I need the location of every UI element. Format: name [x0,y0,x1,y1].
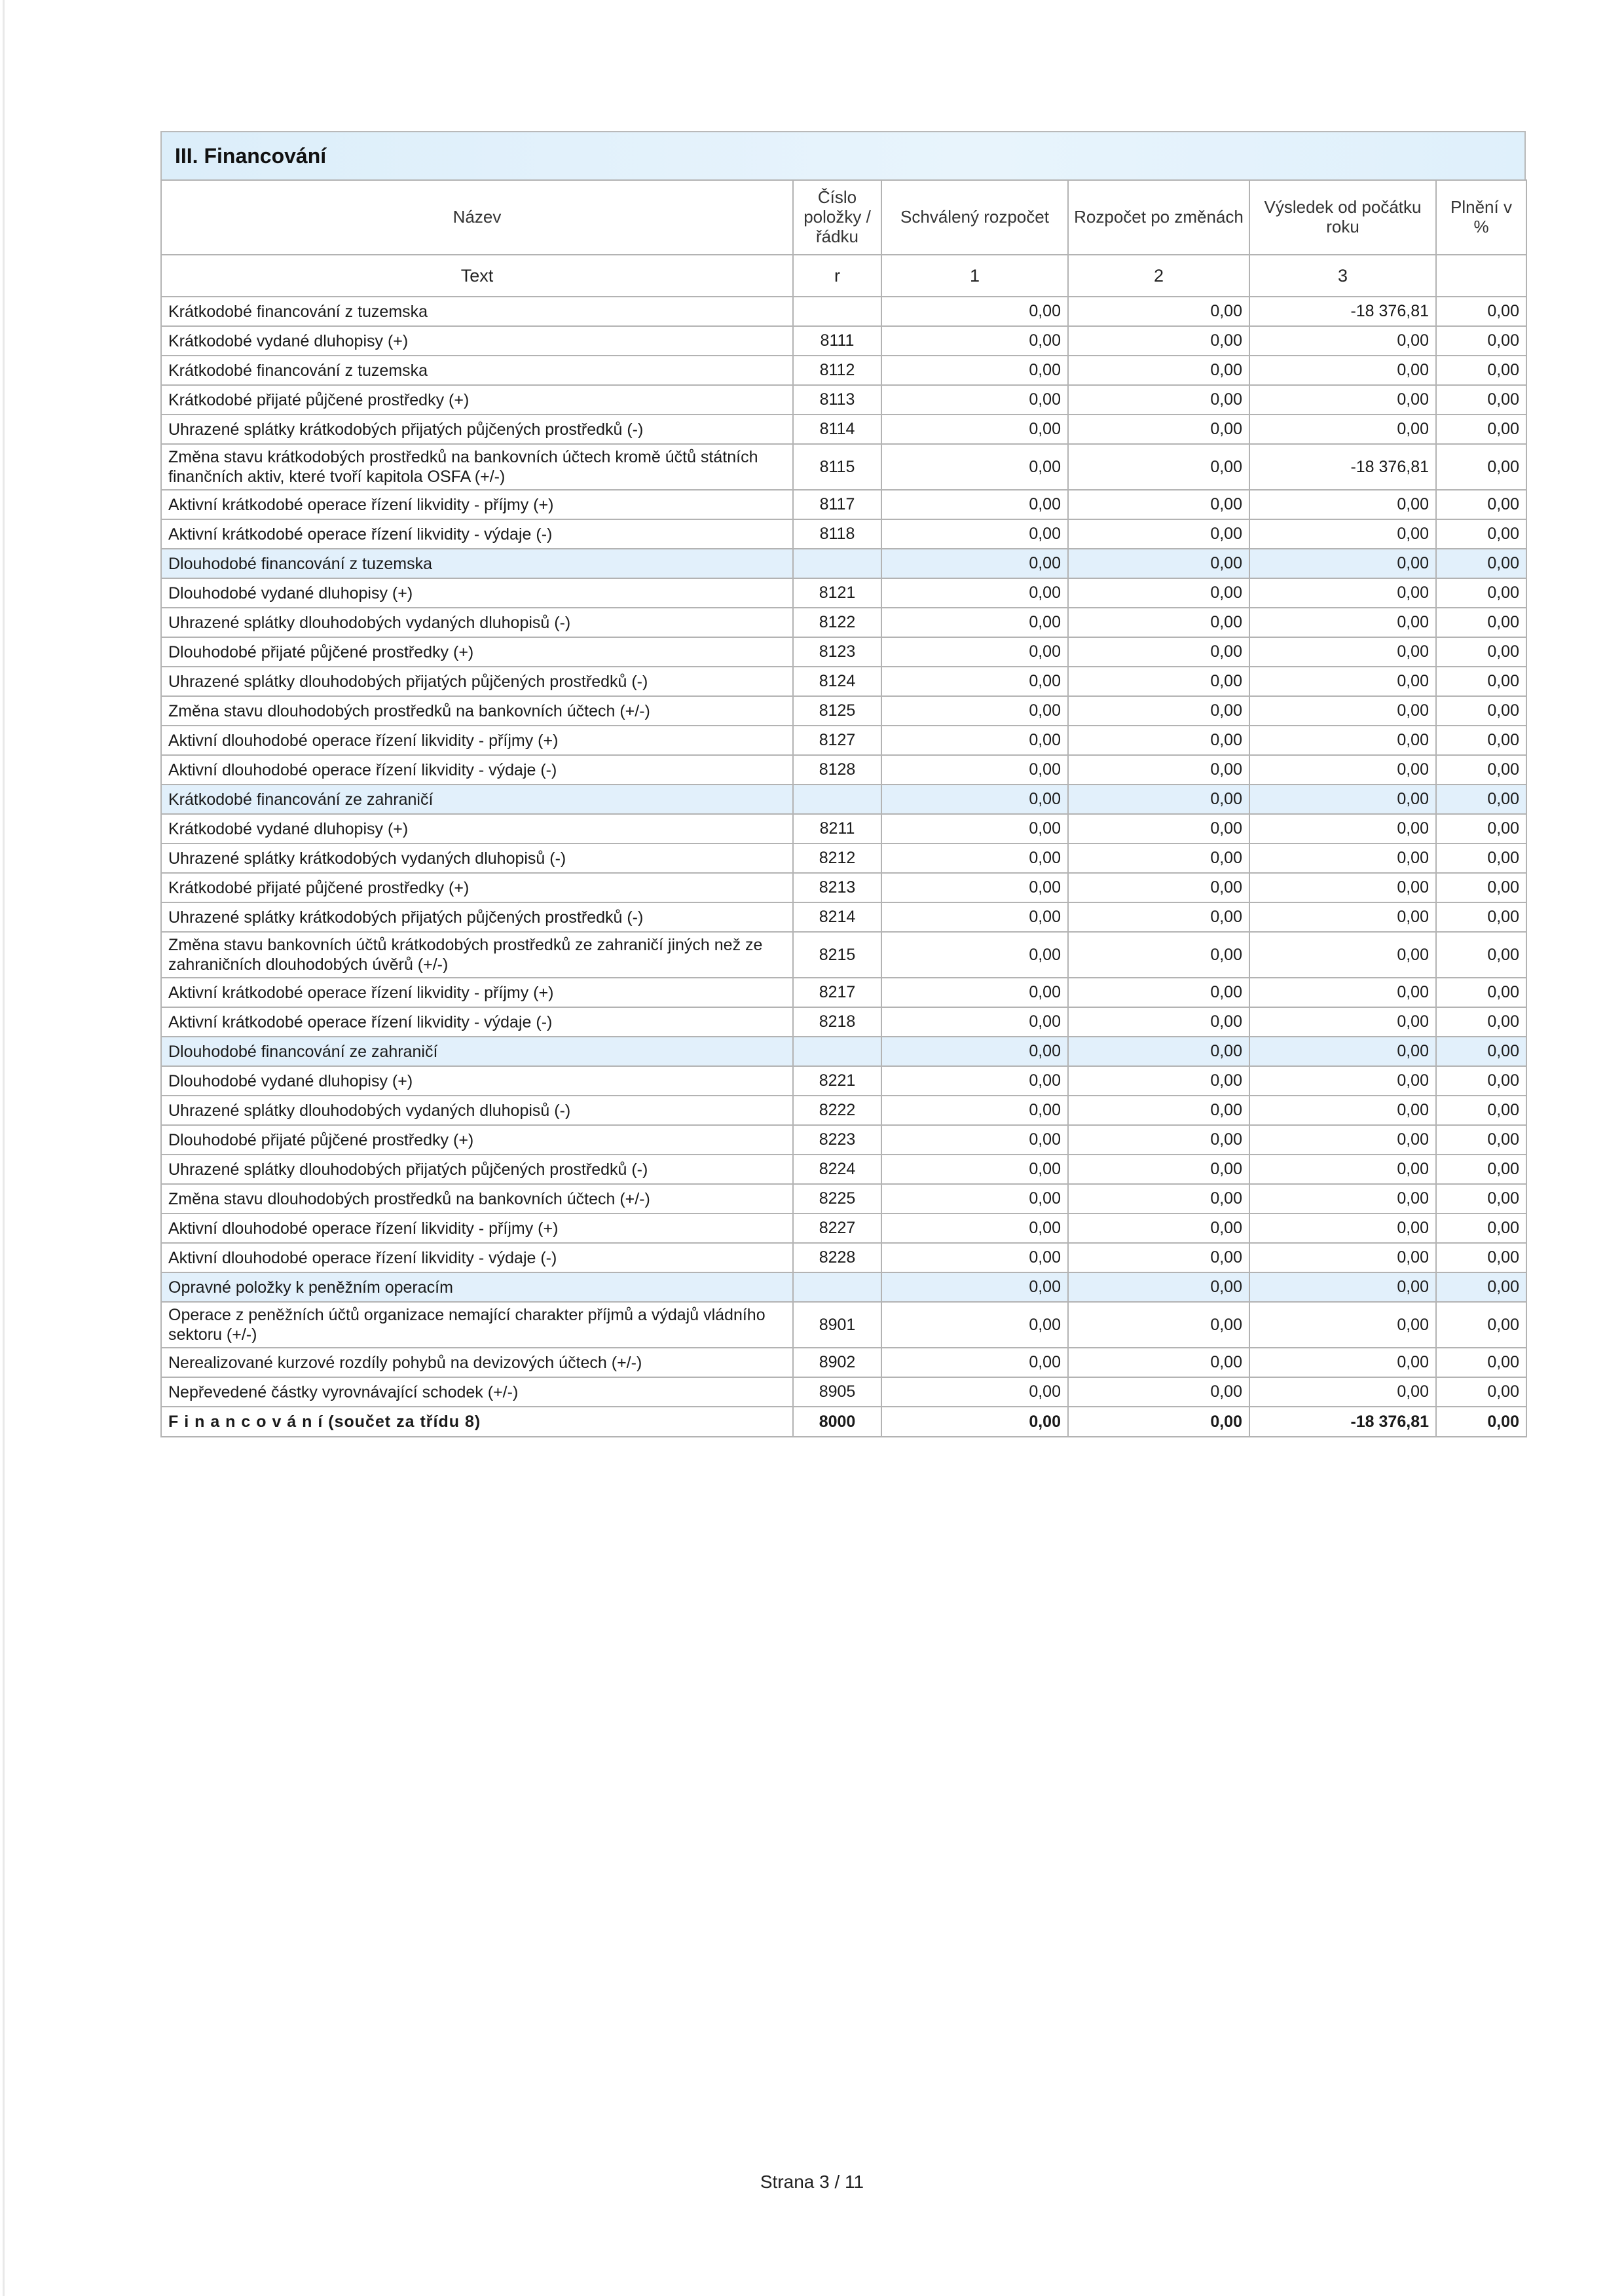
cell-approved: 0,00 [881,608,1068,637]
cell-fulfilment: 0,00 [1436,873,1526,902]
cell-result: 0,00 [1249,814,1436,843]
cell-name: Aktivní dlouhodobé operace řízení likvidity - výdaje (-) [161,1243,793,1272]
cell-approved: 0,00 [881,444,1068,490]
cell-approved: 0,00 [881,1272,1068,1302]
cell-adjusted: 0,00 [1068,356,1249,385]
table-row [161,444,1526,490]
cell-code: 8114 [793,415,881,444]
cell-approved: 0,00 [881,1302,1068,1348]
cell-fulfilment: 0,00 [1436,843,1526,873]
cell-name: Změna stavu dlouhodobých prostředků na bankovních účtech (+/-) [161,696,793,726]
cell-name: Dlouhodobé přijaté půjčené prostředky (+) [161,637,793,667]
cell-code: 8123 [793,637,881,667]
group-row [161,549,1526,578]
cell-name: Změna stavu krátkodobých prostředků na bankovních účtech kromě účtů státních finančních aktiv, které tvoří kapitola OSFA (+/-) [161,444,793,490]
cell-result: 0,00 [1249,1155,1436,1184]
cell-approved: 0,00 [881,1007,1068,1037]
header-adjusted-budget: Rozpočet po změnách [1068,180,1249,255]
cell-adjusted: 0,00 [1068,667,1249,696]
cell-result: 0,00 [1249,932,1436,978]
cell-name: Aktivní dlouhodobé operace řízení likvidity - příjmy (+) [161,726,793,755]
cell-code: 8128 [793,755,881,785]
cell-adjusted: 0,00 [1068,297,1249,326]
cell-approved: 0,00 [881,696,1068,726]
cell-fulfilment: 0,00 [1436,1302,1526,1348]
cell-approved: 0,00 [881,1243,1068,1272]
cell-name: F i n a n c o v á n í (součet za třídu 8) [161,1407,793,1437]
cell-approved: 0,00 [881,356,1068,385]
cell-fulfilment: 0,00 [1436,1037,1526,1066]
cell-result: 0,00 [1249,1348,1436,1377]
cell-approved: 0,00 [881,814,1068,843]
cell-code: 8117 [793,490,881,519]
financing-table [160,179,1527,1437]
cell-name: Dlouhodobé vydané dluhopisy (+) [161,578,793,608]
cell-adjusted: 0,00 [1068,1066,1249,1096]
cell-result: 0,00 [1249,667,1436,696]
cell-code: 8214 [793,902,881,932]
cell-approved: 0,00 [881,1125,1068,1155]
cell-name: Dlouhodobé financování ze zahraničí [161,1037,793,1066]
cell-code: 8905 [793,1377,881,1407]
cell-code: 8222 [793,1096,881,1125]
cell-code: 8217 [793,978,881,1007]
header-name: Název [161,180,793,255]
cell-code: 8000 [793,1407,881,1437]
table-row [161,755,1526,785]
cell-code [793,1037,881,1066]
cell-adjusted: 0,00 [1068,1213,1249,1243]
table-row [161,1243,1526,1272]
cell-result: -18 376,81 [1249,444,1436,490]
cell-approved: 0,00 [881,1407,1068,1437]
cell-approved: 0,00 [881,1184,1068,1213]
cell-fulfilment: 0,00 [1436,549,1526,578]
cell-fulfilment: 0,00 [1436,1184,1526,1213]
cell-code [793,549,881,578]
cell-fulfilment: 0,00 [1436,326,1526,356]
cell-approved: 0,00 [881,726,1068,755]
cell-code: 8215 [793,932,881,978]
cell-name: Uhrazené splátky krátkodobých přijatých půjčených prostředků (-) [161,415,793,444]
cell-adjusted: 0,00 [1068,385,1249,415]
cell-fulfilment: 0,00 [1436,519,1526,549]
table-row [161,1066,1526,1096]
table-row [161,1125,1526,1155]
cell-name: Nepřevedené částky vyrovnávající schodek (+/-) [161,1377,793,1407]
cell-result: 0,00 [1249,978,1436,1007]
cell-adjusted: 0,00 [1068,1125,1249,1155]
cell-approved: 0,00 [881,1037,1068,1066]
table-row [161,356,1526,385]
cell-fulfilment: 0,00 [1436,444,1526,490]
cell-code: 8122 [793,608,881,637]
cell-approved: 0,00 [881,490,1068,519]
table-row [161,490,1526,519]
cell-name: Aktivní krátkodobé operace řízení likvidity - příjmy (+) [161,978,793,1007]
cell-name: Krátkodobé vydané dluhopisy (+) [161,326,793,356]
cell-result: 0,00 [1249,1184,1436,1213]
cell-name: Krátkodobé vydané dluhopisy (+) [161,814,793,843]
cell-result: 0,00 [1249,608,1436,637]
table-row [161,1096,1526,1125]
cell-approved: 0,00 [881,978,1068,1007]
cell-code: 8225 [793,1184,881,1213]
cell-name: Změna stavu bankovních účtů krátkodobých prostředků ze zahraničí jiných než ze zahraničních dlouhodobých úvěrů (+/-) [161,932,793,978]
table-row [161,873,1526,902]
cell-fulfilment: 0,00 [1436,1125,1526,1155]
header-approved-budget: Schválený rozpočet [881,180,1068,255]
cell-fulfilment: 0,00 [1436,696,1526,726]
cell-result: 0,00 [1249,415,1436,444]
cell-code: 8211 [793,814,881,843]
cell-code: 8113 [793,385,881,415]
cell-code: 8124 [793,667,881,696]
cell-code: 8224 [793,1155,881,1184]
cell-result: 0,00 [1249,1007,1436,1037]
cell-approved: 0,00 [881,843,1068,873]
cell-name: Uhrazené splátky dlouhodobých vydaných dluhopisů (-) [161,608,793,637]
cell-name: Nerealizované kurzové rozdíly pohybů na devizových účtech (+/-) [161,1348,793,1377]
cell-name: Dlouhodobé financování z tuzemska [161,549,793,578]
cell-code: 8227 [793,1213,881,1243]
cell-approved: 0,00 [881,1348,1068,1377]
cell-adjusted: 0,00 [1068,1272,1249,1302]
cell-approved: 0,00 [881,549,1068,578]
table-row [161,297,1526,326]
cell-result: 0,00 [1249,1066,1436,1096]
cell-fulfilment: 0,00 [1436,490,1526,519]
cell-result: 0,00 [1249,637,1436,667]
cell-name: Změna stavu dlouhodobých prostředků na bankovních účtech (+/-) [161,1184,793,1213]
cell-adjusted: 0,00 [1068,415,1249,444]
cell-fulfilment: 0,00 [1436,902,1526,932]
table-row [161,1007,1526,1037]
cell-approved: 0,00 [881,902,1068,932]
header-result: Výsledek od počátku roku [1249,180,1436,255]
table-row [161,578,1526,608]
cell-result: 0,00 [1249,696,1436,726]
cell-adjusted: 0,00 [1068,726,1249,755]
cell-approved: 0,00 [881,297,1068,326]
cell-code: 8218 [793,1007,881,1037]
cell-approved: 0,00 [881,578,1068,608]
cell-adjusted: 0,00 [1068,444,1249,490]
cell-adjusted: 0,00 [1068,1348,1249,1377]
cell-result: 0,00 [1249,490,1436,519]
cell-fulfilment: 0,00 [1436,932,1526,978]
cell-code: 8902 [793,1348,881,1377]
cell-result: 0,00 [1249,549,1436,578]
cell-name: Uhrazené splátky dlouhodobých vydaných dluhopisů (-) [161,1096,793,1125]
cell-result: 0,00 [1249,1125,1436,1155]
cell-name: Uhrazené splátky dlouhodobých přijatých půjčených prostředků (-) [161,1155,793,1184]
cell-result: -18 376,81 [1249,297,1436,326]
page-number: Strana 3 / 11 [760,2172,864,2192]
cell-adjusted: 0,00 [1068,1184,1249,1213]
cell-result: 0,00 [1249,1377,1436,1407]
cell-code: 8112 [793,356,881,385]
cell-code: 8212 [793,843,881,873]
cell-name: Aktivní krátkodobé operace řízení likvidity - příjmy (+) [161,490,793,519]
cell-name: Aktivní krátkodobé operace řízení likvidity - výdaje (-) [161,1007,793,1037]
cell-fulfilment: 0,00 [1436,385,1526,415]
cell-approved: 0,00 [881,519,1068,549]
table-row [161,1377,1526,1407]
cell-result: 0,00 [1249,1302,1436,1348]
page-edge-line [3,0,5,2296]
financing-table-body [161,180,1526,1437]
group-row [161,785,1526,814]
cell-fulfilment: 0,00 [1436,667,1526,696]
cell-adjusted: 0,00 [1068,1302,1249,1348]
cell-result: 0,00 [1249,873,1436,902]
cell-fulfilment: 0,00 [1436,1007,1526,1037]
cell-code: 8223 [793,1125,881,1155]
cell-adjusted: 0,00 [1068,978,1249,1007]
section-title: III. Financování [160,131,1526,179]
cell-code: 8125 [793,696,881,726]
index-code: r [793,255,881,297]
cell-result: 0,00 [1249,1243,1436,1272]
cell-result: 0,00 [1249,519,1436,549]
table-row [161,1302,1526,1348]
table-row [161,1184,1526,1213]
cell-code: 8115 [793,444,881,490]
cell-name: Dlouhodobé přijaté půjčené prostředky (+) [161,1125,793,1155]
cell-code: 8118 [793,519,881,549]
table-row [161,519,1526,549]
cell-name: Krátkodobé financování ze zahraničí [161,785,793,814]
table-row [161,326,1526,356]
cell-approved: 0,00 [881,785,1068,814]
cell-name: Krátkodobé přijaté půjčené prostředky (+) [161,873,793,902]
cell-adjusted: 0,00 [1068,1377,1249,1407]
cell-result: 0,00 [1249,578,1436,608]
cell-fulfilment: 0,00 [1436,978,1526,1007]
cell-fulfilment: 0,00 [1436,1096,1526,1125]
cell-approved: 0,00 [881,1155,1068,1184]
cell-name: Uhrazené splátky krátkodobých přijatých půjčených prostředků (-) [161,902,793,932]
cell-adjusted: 0,00 [1068,1407,1249,1437]
cell-approved: 0,00 [881,1377,1068,1407]
cell-approved: 0,00 [881,415,1068,444]
cell-result: 0,00 [1249,1037,1436,1066]
cell-result: 0,00 [1249,843,1436,873]
header-code: Číslo položky / řádku [793,180,881,255]
cell-adjusted: 0,00 [1068,902,1249,932]
cell-approved: 0,00 [881,873,1068,902]
index-result: 3 [1249,255,1436,297]
cell-result: 0,00 [1249,755,1436,785]
cell-code: 8213 [793,873,881,902]
cell-fulfilment: 0,00 [1436,1272,1526,1302]
cell-code: 8228 [793,1243,881,1272]
cell-fulfilment: 0,00 [1436,637,1526,667]
cell-adjusted: 0,00 [1068,608,1249,637]
cell-fulfilment: 0,00 [1436,608,1526,637]
table-row [161,726,1526,755]
cell-adjusted: 0,00 [1068,1007,1249,1037]
cell-fulfilment: 0,00 [1436,1407,1526,1437]
cell-adjusted: 0,00 [1068,843,1249,873]
cell-result: 0,00 [1249,726,1436,755]
cell-name: Operace z peněžních účtů organizace nemající charakter příjmů a výdajů vládního sektoru (+/-) [161,1302,793,1348]
cell-name: Uhrazené splátky krátkodobých vydaných dluhopisů (-) [161,843,793,873]
cell-adjusted: 0,00 [1068,1155,1249,1184]
table-row [161,814,1526,843]
cell-code: 8127 [793,726,881,755]
index-fulfilment [1436,255,1526,297]
cell-adjusted: 0,00 [1068,490,1249,519]
cell-adjusted: 0,00 [1068,549,1249,578]
table-row [161,637,1526,667]
cell-adjusted: 0,00 [1068,1037,1249,1066]
cell-name: Krátkodobé přijaté půjčené prostředky (+) [161,385,793,415]
cell-adjusted: 0,00 [1068,1096,1249,1125]
cell-approved: 0,00 [881,755,1068,785]
cell-fulfilment: 0,00 [1436,578,1526,608]
cell-result: 0,00 [1249,326,1436,356]
table-row [161,696,1526,726]
cell-name: Aktivní dlouhodobé operace řízení likvidity - příjmy (+) [161,1213,793,1243]
cell-fulfilment: 0,00 [1436,297,1526,326]
cell-adjusted: 0,00 [1068,578,1249,608]
table-row [161,667,1526,696]
cell-approved: 0,00 [881,385,1068,415]
cell-adjusted: 0,00 [1068,873,1249,902]
table-row [161,978,1526,1007]
cell-result: 0,00 [1249,1272,1436,1302]
cell-fulfilment: 0,00 [1436,814,1526,843]
cell-fulfilment: 0,00 [1436,1243,1526,1272]
cell-name: Aktivní dlouhodobé operace řízení likvidity - výdaje (-) [161,755,793,785]
cell-name: Krátkodobé financování z tuzemska [161,356,793,385]
group-row [161,1272,1526,1302]
column-index-row [161,255,1526,297]
cell-code: 8111 [793,326,881,356]
cell-fulfilment: 0,00 [1436,755,1526,785]
cell-result: 0,00 [1249,1096,1436,1125]
cell-result: 0,00 [1249,785,1436,814]
cell-name: Krátkodobé financování z tuzemska [161,297,793,326]
index-adjusted: 2 [1068,255,1249,297]
cell-result: 0,00 [1249,902,1436,932]
cell-result: 0,00 [1249,385,1436,415]
cell-fulfilment: 0,00 [1436,415,1526,444]
cell-fulfilment: 0,00 [1436,1213,1526,1243]
cell-approved: 0,00 [881,1213,1068,1243]
cell-code [793,785,881,814]
cell-adjusted: 0,00 [1068,755,1249,785]
index-approved: 1 [881,255,1068,297]
cell-fulfilment: 0,00 [1436,356,1526,385]
cell-approved: 0,00 [881,667,1068,696]
total-row [161,1407,1526,1437]
table-row [161,843,1526,873]
table-row [161,1348,1526,1377]
cell-adjusted: 0,00 [1068,519,1249,549]
cell-result: -18 376,81 [1249,1407,1436,1437]
cell-code: 8221 [793,1066,881,1096]
cell-code: 8121 [793,578,881,608]
financing-section [160,131,1526,1437]
cell-approved: 0,00 [881,1096,1068,1125]
table-row [161,932,1526,978]
table-row [161,385,1526,415]
header-fulfilment: Plnění v % [1436,180,1526,255]
cell-name: Dlouhodobé vydané dluhopisy (+) [161,1066,793,1096]
index-name: Text [161,255,793,297]
table-row [161,1155,1526,1184]
cell-fulfilment: 0,00 [1436,785,1526,814]
cell-fulfilment: 0,00 [1436,1377,1526,1407]
cell-code [793,1272,881,1302]
cell-adjusted: 0,00 [1068,932,1249,978]
cell-code [793,297,881,326]
group-row [161,1037,1526,1066]
cell-fulfilment: 0,00 [1436,726,1526,755]
table-header-row [161,180,1526,255]
cell-fulfilment: 0,00 [1436,1066,1526,1096]
table-row [161,902,1526,932]
cell-approved: 0,00 [881,326,1068,356]
cell-adjusted: 0,00 [1068,785,1249,814]
cell-name: Aktivní krátkodobé operace řízení likvidity - výdaje (-) [161,519,793,549]
table-row [161,608,1526,637]
cell-result: 0,00 [1249,1213,1436,1243]
cell-name: Uhrazené splátky dlouhodobých přijatých půjčených prostředků (-) [161,667,793,696]
cell-approved: 0,00 [881,932,1068,978]
cell-result: 0,00 [1249,356,1436,385]
cell-adjusted: 0,00 [1068,1243,1249,1272]
cell-adjusted: 0,00 [1068,637,1249,667]
table-row [161,1213,1526,1243]
cell-approved: 0,00 [881,1066,1068,1096]
cell-adjusted: 0,00 [1068,814,1249,843]
cell-fulfilment: 0,00 [1436,1155,1526,1184]
cell-code: 8901 [793,1302,881,1348]
cell-adjusted: 0,00 [1068,696,1249,726]
cell-fulfilment: 0,00 [1436,1348,1526,1377]
cell-name: Opravné položky k peněžním operacím [161,1272,793,1302]
cell-adjusted: 0,00 [1068,326,1249,356]
table-row [161,415,1526,444]
cell-approved: 0,00 [881,637,1068,667]
